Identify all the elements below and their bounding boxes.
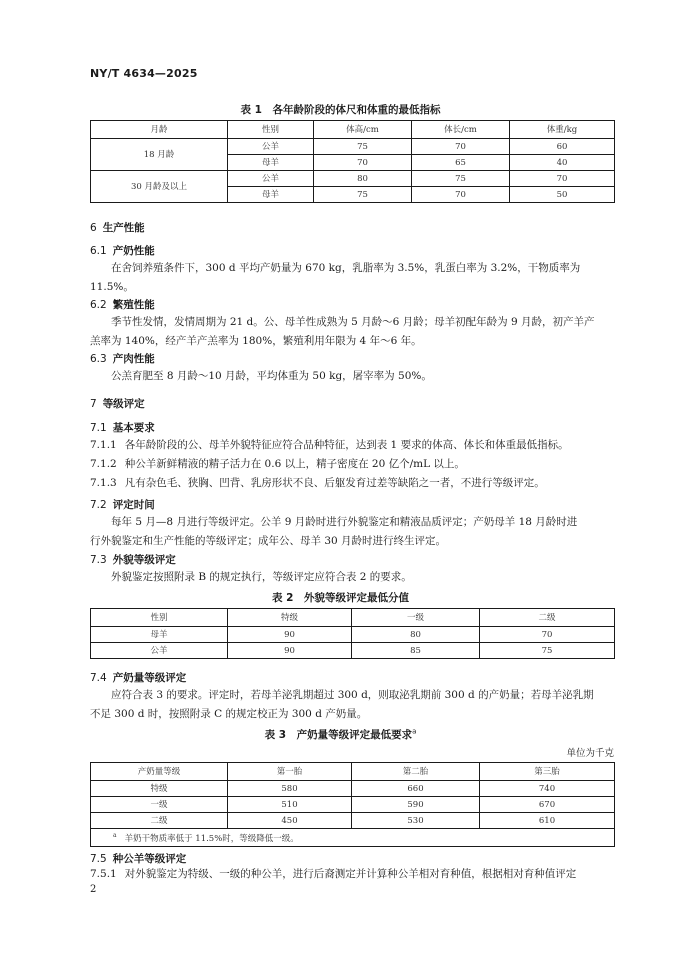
section-number: 7.2 bbox=[90, 499, 107, 511]
header-cell: 体重/kg bbox=[510, 121, 615, 139]
clause-number: 7.1.3 bbox=[90, 477, 117, 489]
section-7-1-1 bbox=[90, 436, 620, 455]
header-cell: 产奶量等级 bbox=[91, 763, 228, 781]
table-cell: 母羊 bbox=[228, 155, 314, 171]
section-7-2-body bbox=[90, 513, 620, 551]
table-cell: 70 bbox=[412, 187, 510, 203]
header-cell: 二级 bbox=[480, 609, 615, 627]
paragraph-line: 公羔育肥至 8 月龄～10 月龄，平均体重为 50 kg，屠宰率为 50%。 bbox=[111, 370, 432, 382]
table-cell: 75 bbox=[314, 139, 412, 155]
table-cell: 一级 bbox=[91, 797, 228, 813]
header-cell: 第二胎 bbox=[352, 763, 480, 781]
table-row bbox=[91, 139, 615, 155]
page-number: 2 bbox=[90, 884, 97, 895]
table-cell: 70 bbox=[480, 627, 615, 643]
section-7-3-heading bbox=[90, 552, 176, 567]
table-cell: 母羊 bbox=[228, 187, 314, 203]
paragraph-line: 应符合表 3 的要求。评定时，若母羊泌乳期超过 300 d，则取泌乳期前 300 d 的产奶量；若母羊泌乳期 bbox=[111, 689, 594, 701]
age-cell: 30 月龄及以上 bbox=[91, 171, 228, 203]
table-cell: 660 bbox=[352, 781, 480, 797]
section-7-4-heading bbox=[90, 670, 186, 685]
table-note-row bbox=[91, 829, 615, 847]
section-number: 7 bbox=[90, 398, 97, 410]
header-cell: 月龄 bbox=[91, 121, 228, 139]
table-row bbox=[91, 797, 615, 813]
paragraph-line: 羔率为 140%，经产羊产羔率为 180%，繁殖利用年限为 4 年～6 年。 bbox=[90, 335, 422, 347]
header-cell: 体长/cm bbox=[412, 121, 510, 139]
table-cell: 75 bbox=[480, 643, 615, 659]
table-cell: 80 bbox=[314, 171, 412, 187]
table-cell: 70 bbox=[314, 155, 412, 171]
section-7-4-body bbox=[90, 686, 620, 724]
section-7-1-3 bbox=[90, 474, 620, 493]
table-cell: 75 bbox=[412, 171, 510, 187]
table-cell: 80 bbox=[352, 627, 480, 643]
table-cell: 580 bbox=[228, 781, 352, 797]
table-cell: 公羊 bbox=[228, 171, 314, 187]
table-cell: 70 bbox=[412, 139, 510, 155]
header-cell: 体高/cm bbox=[314, 121, 412, 139]
table1 bbox=[90, 120, 615, 203]
table-row bbox=[91, 781, 615, 797]
clause-text: 凡有杂色毛、狭胸、凹背、乳房形状不良、后躯发育过差等缺陷之一者，不进行等级评定。 bbox=[124, 477, 545, 489]
section-7-heading bbox=[90, 396, 145, 411]
table-cell: 特级 bbox=[91, 781, 228, 797]
section-7-1-2 bbox=[90, 455, 620, 474]
table3-caption bbox=[0, 727, 681, 742]
header-cell: 特级 bbox=[228, 609, 352, 627]
table-cell: 740 bbox=[480, 781, 615, 797]
section-number: 6.2 bbox=[90, 299, 107, 311]
header-cell: 一级 bbox=[352, 609, 480, 627]
table-header-row bbox=[91, 609, 615, 627]
paragraph-line: 外貌鉴定按照附录 B 的规定执行，等级评定应符合表 2 的要求。 bbox=[111, 571, 412, 583]
section-title: 等级评定 bbox=[102, 398, 145, 410]
section-title: 产奶性能 bbox=[112, 245, 155, 257]
table-note bbox=[91, 829, 615, 847]
paragraph-line: 季节性发情，发情周期为 21 d。公、母羊性成熟为 5 月龄～6 月龄；母羊初配年龄为 9 月龄，初产羊产 bbox=[111, 316, 595, 328]
table-cell: 610 bbox=[480, 813, 615, 829]
table-cell: 二级 bbox=[91, 813, 228, 829]
section-6-heading bbox=[90, 220, 145, 235]
table-cell: 65 bbox=[412, 155, 510, 171]
clause-text: 各年龄阶段的公、母羊外貌特征应符合品种特征，达到表 1 要求的体高、体长和体重最低指标。 bbox=[124, 439, 569, 451]
header-cell: 第三胎 bbox=[480, 763, 615, 781]
clause-number: 7.5.1 bbox=[90, 868, 117, 880]
clause-number: 7.1.2 bbox=[90, 458, 117, 470]
table-cell: 公羊 bbox=[91, 643, 228, 659]
table2-caption: 表 2 外貌等级评定最低分值 bbox=[272, 592, 409, 604]
table-cell: 50 bbox=[510, 187, 615, 203]
table-cell: 公羊 bbox=[228, 139, 314, 155]
table1-caption: 表 1 各年龄阶段的体尺和体重的最低指标 bbox=[240, 104, 441, 116]
age-cell: 18 月龄 bbox=[91, 139, 228, 171]
paragraph-line: 11.5%。 bbox=[90, 281, 134, 293]
table-row bbox=[91, 627, 615, 643]
table-row bbox=[91, 171, 615, 187]
note-text: 羊奶干物质率低于 11.5%时，等级降低一级。 bbox=[124, 833, 299, 844]
section-6-2-heading bbox=[90, 297, 155, 312]
standard-number: NY/T 4634—2025 bbox=[90, 67, 198, 80]
section-title: 生产性能 bbox=[102, 222, 145, 234]
table-header-row bbox=[91, 763, 615, 781]
header-cell: 第一胎 bbox=[228, 763, 352, 781]
table-cell: 90 bbox=[228, 643, 352, 659]
section-number: 7.3 bbox=[90, 554, 107, 566]
section-number: 6 bbox=[90, 222, 97, 234]
section-7-5-heading bbox=[90, 851, 186, 866]
table-cell: 450 bbox=[228, 813, 352, 829]
table-header-row bbox=[91, 121, 615, 139]
section-6-3-heading bbox=[90, 351, 155, 366]
section-title: 外貌等级评定 bbox=[112, 554, 176, 566]
section-title: 评定时间 bbox=[112, 499, 155, 511]
section-number: 7.5 bbox=[90, 853, 107, 865]
section-title: 产肉性能 bbox=[112, 353, 155, 365]
section-7-5-1 bbox=[90, 865, 620, 884]
table-cell: 90 bbox=[228, 627, 352, 643]
table-cell: 母羊 bbox=[91, 627, 228, 643]
paragraph-line: 每年 5 月—8 月进行等级评定。公羊 9 月龄时进行外貌鉴定和精液品质评定；产奶母羊 18 月龄时进 bbox=[111, 516, 578, 528]
table3 bbox=[90, 762, 615, 847]
caption-text: 表 3 产奶量等级评定最低要求 bbox=[264, 729, 413, 741]
table-cell: 670 bbox=[480, 797, 615, 813]
section-number: 7.4 bbox=[90, 672, 107, 684]
paragraph-line: 在舍饲养殖条件下，300 d 平均产奶量为 670 kg，乳脂率为 3.5%，乳蛋白率为 3.2%，干物质率为 bbox=[111, 262, 581, 274]
section-number: 7.1 bbox=[90, 422, 107, 434]
table-cell: 70 bbox=[510, 171, 615, 187]
table-cell: 590 bbox=[352, 797, 480, 813]
section-title: 基本要求 bbox=[112, 422, 155, 434]
footnote-mark: a bbox=[412, 727, 417, 736]
section-6-1-body bbox=[90, 259, 620, 297]
paragraph-line: 行外貌鉴定和生产性能的等级评定；成年公、母羊 30 月龄时进行终生评定。 bbox=[90, 535, 447, 547]
table-row bbox=[91, 813, 615, 829]
section-number: 6.1 bbox=[90, 245, 107, 257]
table-cell: 530 bbox=[352, 813, 480, 829]
section-6-1-heading bbox=[90, 243, 155, 258]
footnote-mark: a bbox=[113, 832, 117, 839]
section-7-2-heading bbox=[90, 497, 155, 512]
table-cell: 85 bbox=[352, 643, 480, 659]
clause-text: 种公羊新鲜精液的精子活力在 0.6 以上，精子密度在 20 亿个/mL 以上。 bbox=[124, 458, 465, 470]
table-cell: 510 bbox=[228, 797, 352, 813]
table-row bbox=[91, 643, 615, 659]
section-6-2-body bbox=[90, 313, 620, 351]
table2 bbox=[90, 608, 615, 659]
section-6-3-body bbox=[90, 367, 620, 386]
clause-text: 对外貌鉴定为特级、一级的种公羊，进行后裔测定并计算种公羊相对育种值，根据相对育种值评定 bbox=[124, 868, 577, 880]
section-7-1-heading bbox=[90, 420, 155, 435]
paragraph-line: 不足 300 d 时，按照附录 C 的规定校正为 300 d 产奶量。 bbox=[90, 708, 368, 720]
section-7-3-body bbox=[90, 568, 620, 587]
clause-number: 7.1.1 bbox=[90, 439, 117, 451]
unit-label: 单位为千克 bbox=[566, 748, 614, 759]
section-number: 6.3 bbox=[90, 353, 107, 365]
section-title: 繁殖性能 bbox=[112, 299, 155, 311]
header-cell: 性别 bbox=[228, 121, 314, 139]
section-title: 产奶量等级评定 bbox=[112, 672, 187, 684]
table-cell: 60 bbox=[510, 139, 615, 155]
table-cell: 40 bbox=[510, 155, 615, 171]
table-cell: 75 bbox=[314, 187, 412, 203]
section-title: 种公羊等级评定 bbox=[112, 853, 187, 865]
header-cell: 性别 bbox=[91, 609, 228, 627]
